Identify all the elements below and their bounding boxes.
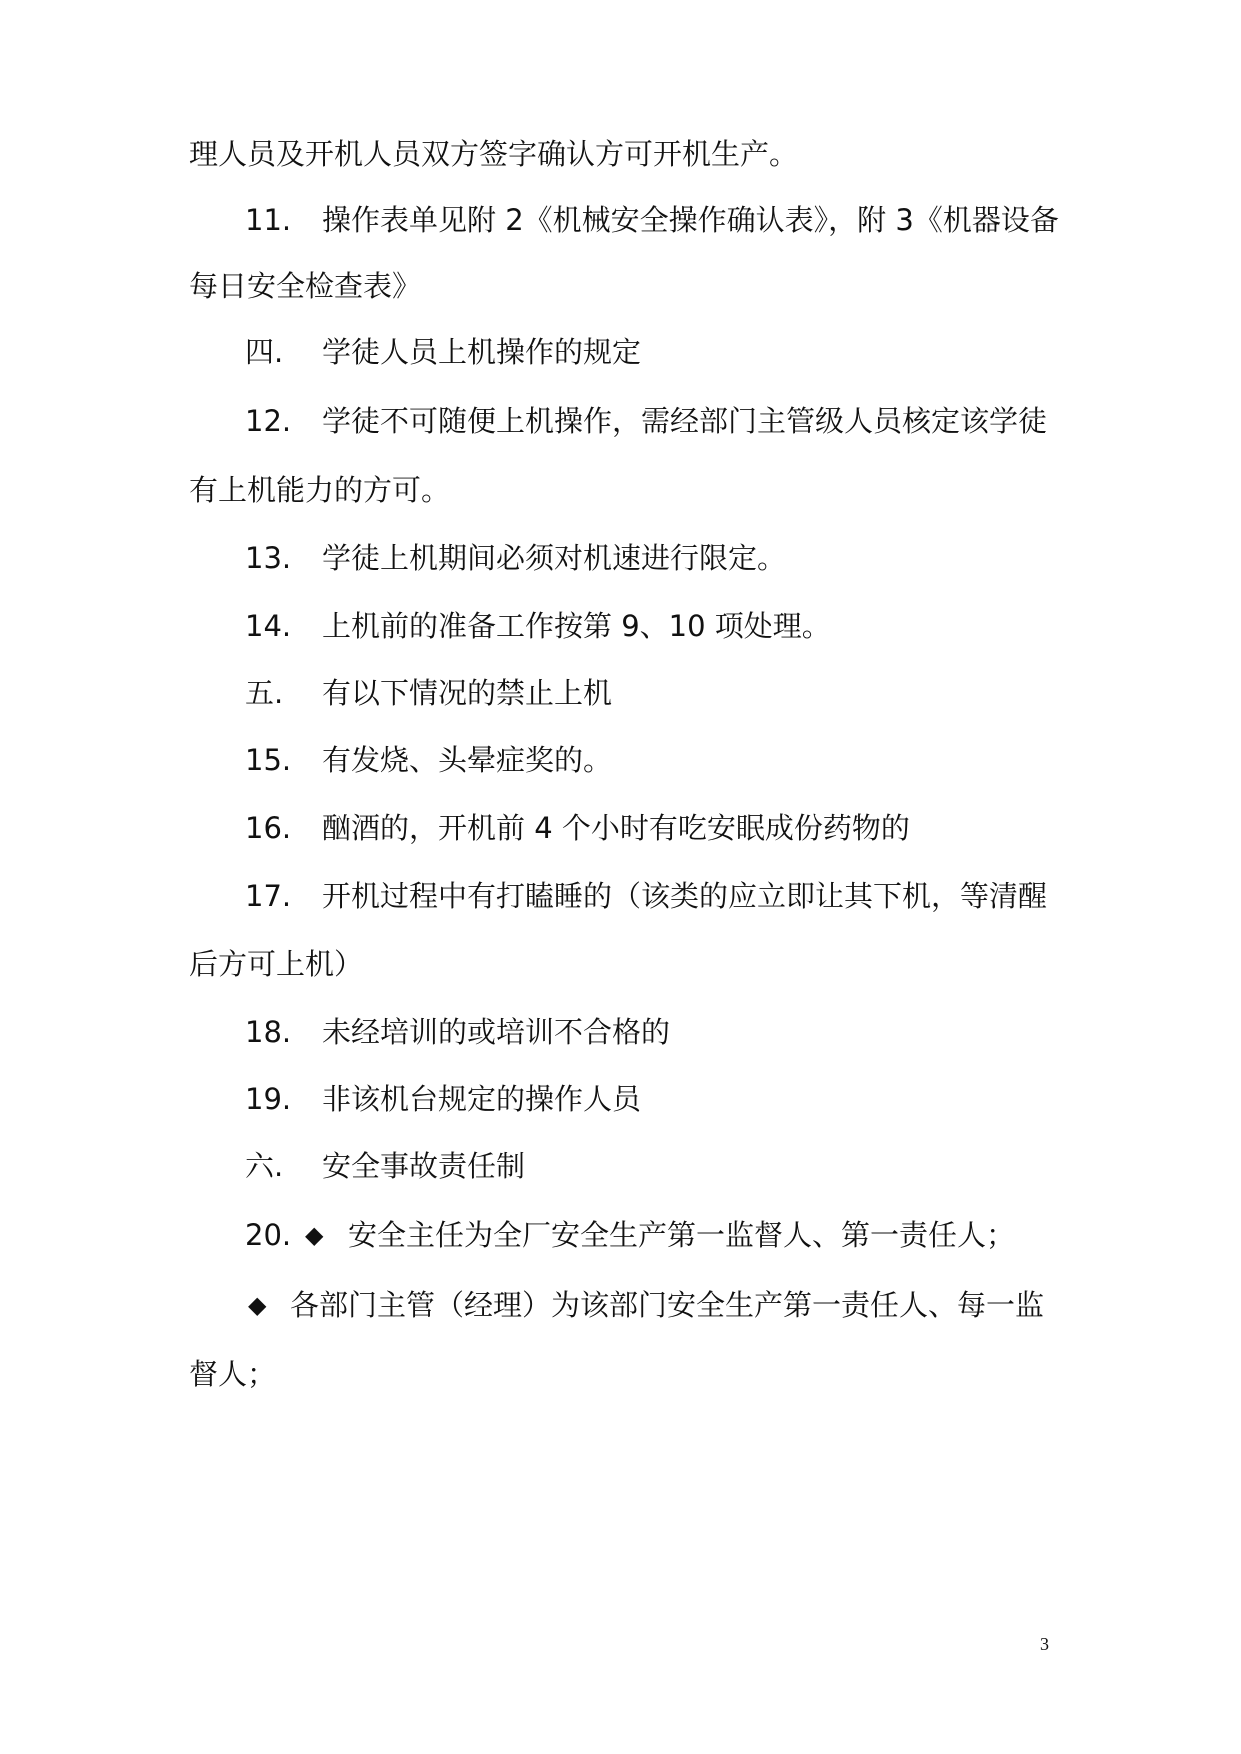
paragraph-line	[0, 130, 1241, 178]
line-text: 每日安全检查表》	[189, 269, 422, 303]
paragraph-line	[0, 940, 1241, 988]
item-text: 学徒上机期间必须对机速进行限定。	[322, 541, 787, 575]
numbered-item-16	[0, 804, 1241, 852]
item-number: 20.	[245, 1218, 292, 1252]
numbered-item-20	[0, 1211, 1241, 1259]
numbered-item-14	[0, 602, 1241, 650]
line-text: 理人员及开机人员双方签字确认方可开机生产。	[189, 137, 799, 171]
diamond-bullet-icon: ◆	[305, 1221, 324, 1249]
line-text: 督人；	[189, 1357, 277, 1391]
item-text: 上机前的准备工作按第 9、10 项处理。	[322, 609, 831, 643]
section-title: 安全事故责任制	[322, 1149, 526, 1183]
paragraph-line	[0, 262, 1241, 310]
item-text: 各部门主管（经理）为该部门安全生产第一责任人、每一监	[290, 1288, 1045, 1322]
item-text: 酗酒的，开机前 4 个小时有吃安眠成份药物的	[322, 811, 910, 845]
item-text: 开机过程中有打瞌睡的（该类的应立即让其下机，等清醒	[322, 879, 1048, 913]
paragraph-line	[0, 466, 1241, 514]
page-number: 3	[1040, 1634, 1049, 1654]
item-text: 学徒不可随便上机操作，需经部门主管级人员核定该学徒	[322, 404, 1048, 438]
item-number: 13.	[245, 541, 292, 575]
item-text: 未经培训的或培训不合格的	[322, 1015, 671, 1049]
item-number: 12.	[245, 404, 292, 438]
bullet-item	[0, 1281, 1241, 1329]
paragraph-line	[0, 1350, 1241, 1398]
numbered-item-13	[0, 534, 1241, 582]
section-heading-6	[0, 1142, 1241, 1190]
item-number: 14.	[245, 609, 292, 643]
item-text: 有发烧、头晕症奖的。	[322, 743, 613, 777]
item-text: 非该机台规定的操作人员	[322, 1082, 642, 1116]
item-number: 16.	[245, 811, 292, 845]
item-number: 17.	[245, 879, 292, 913]
numbered-item-17	[0, 872, 1241, 920]
numbered-item-19	[0, 1075, 1241, 1123]
section-title: 学徒人员上机操作的规定	[322, 335, 642, 369]
item-number: 11.	[245, 203, 292, 237]
numbered-item-15	[0, 736, 1241, 784]
section-number: 五.	[245, 676, 284, 710]
section-number: 六.	[245, 1149, 284, 1183]
section-title: 有以下情况的禁止上机	[322, 676, 613, 710]
numbered-item-11	[0, 196, 1241, 244]
line-text: 有上机能力的方可。	[189, 473, 451, 507]
numbered-item-12	[0, 397, 1241, 445]
numbered-item-18	[0, 1008, 1241, 1056]
item-number: 15.	[245, 743, 292, 777]
line-text: 后方可上机）	[189, 947, 364, 981]
section-heading-5	[0, 669, 1241, 717]
section-number: 四.	[245, 335, 284, 369]
item-number: 18.	[245, 1015, 292, 1049]
diamond-bullet-icon: ◆	[248, 1291, 267, 1319]
item-number: 19.	[245, 1082, 292, 1116]
section-heading-4	[0, 328, 1241, 376]
item-text: 操作表单见附 2《机械安全操作确认表》，附 3《机器设备	[322, 203, 1059, 237]
item-text: 安全主任为全厂安全生产第一监督人、第一责任人；	[348, 1218, 1016, 1252]
